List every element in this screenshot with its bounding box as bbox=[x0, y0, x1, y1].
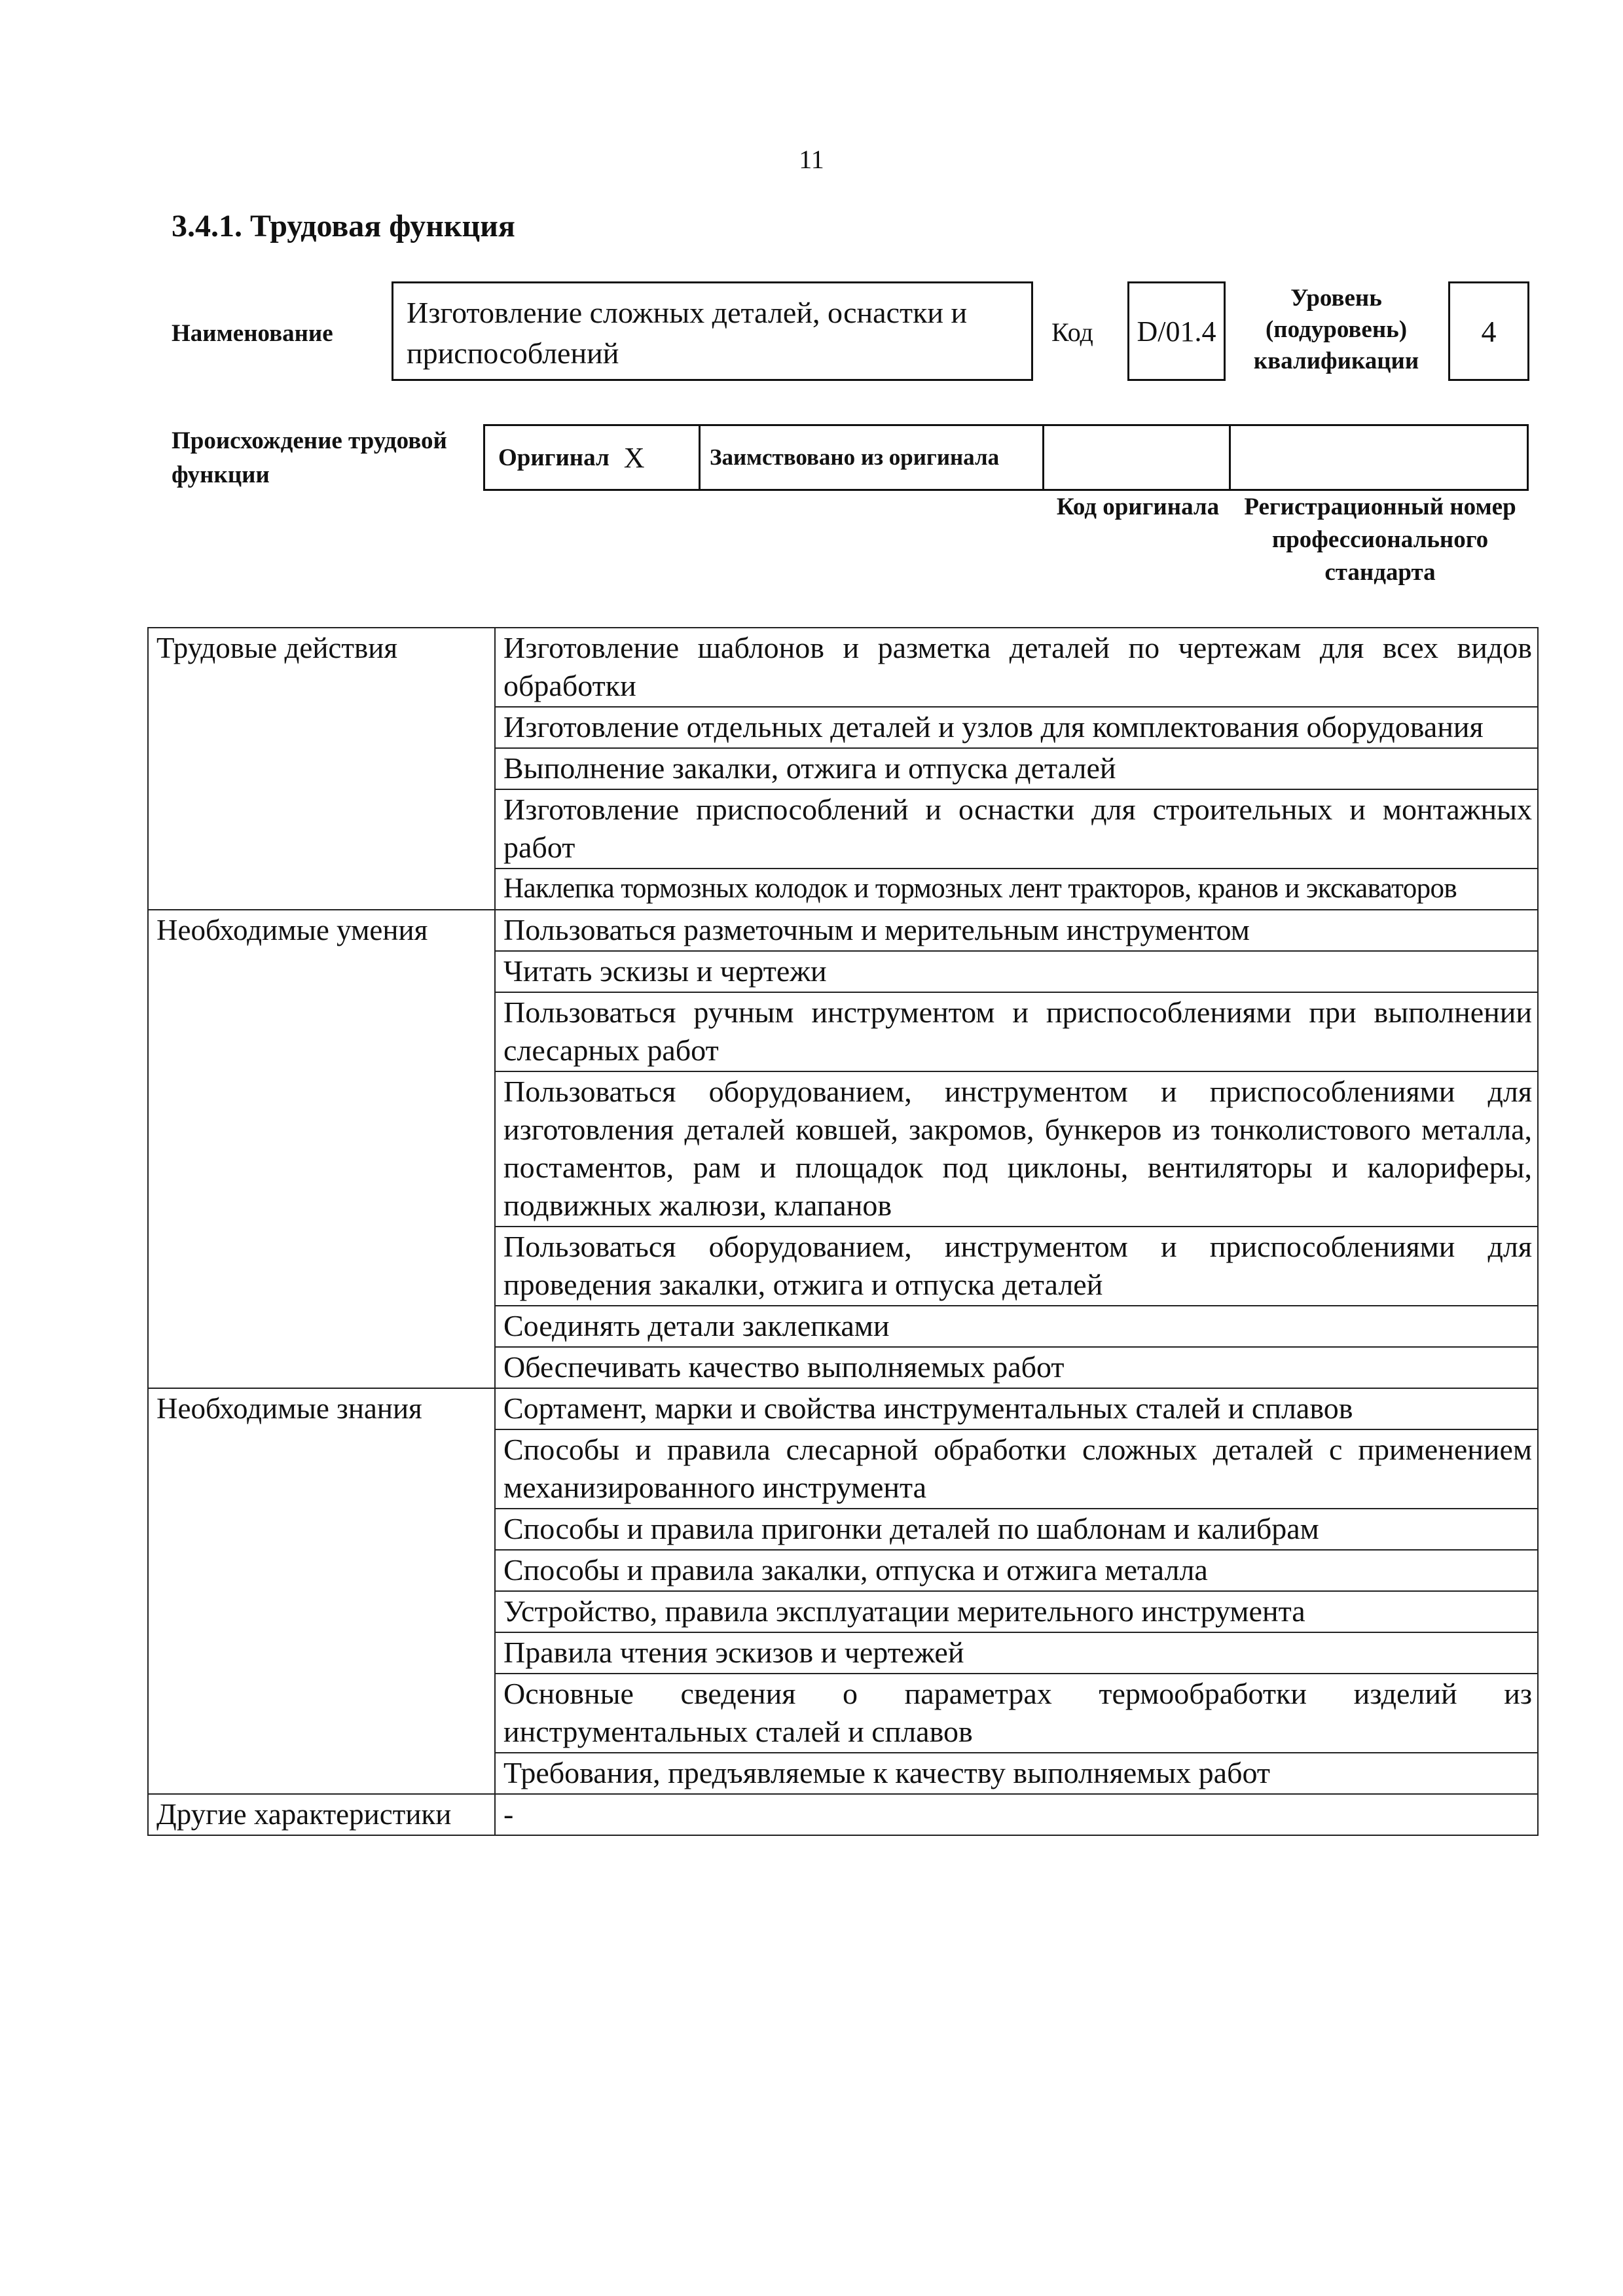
section-title: 3.4.1. Трудовая функция bbox=[172, 209, 515, 243]
table-row bbox=[148, 1388, 1538, 1429]
name-value: Изготовление сложных деталей, оснастки и приспособлений bbox=[392, 281, 1033, 381]
category-other: Другие характеристики bbox=[148, 1794, 495, 1835]
category-knowledge: Необходимые знания bbox=[148, 1388, 495, 1794]
list-item: Способы и правила пригонки деталей по шаблонам и калибрам bbox=[495, 1509, 1538, 1550]
list-item: Изготовление приспособлений и оснастки для строительных и монтажных работ bbox=[495, 789, 1538, 869]
origin-original-cell bbox=[483, 424, 701, 491]
origin-reg-caption: Регистрационный номер профессионального стандарта bbox=[1244, 493, 1516, 586]
list-item: Выполнение закалки, отжига и отпуска деталей bbox=[495, 748, 1538, 789]
code-label: Код bbox=[1051, 317, 1093, 347]
list-item: Пользоваться ручным инструментом и приспособлениями при выполнении слесарных работ bbox=[495, 992, 1538, 1071]
list-item: Требования, предъявляемые к качеству выполняемых работ bbox=[495, 1753, 1538, 1794]
list-item: Изготовление отдельных деталей и узлов для комплектования оборудования bbox=[495, 707, 1538, 748]
list-item: Изготовление шаблонов и разметка деталей по чертежам для всех видов обработки bbox=[495, 628, 1538, 707]
origin-code-cell bbox=[1042, 424, 1231, 491]
original-mark: X bbox=[623, 441, 645, 474]
table-row bbox=[148, 910, 1538, 951]
level-value: 4 bbox=[1448, 281, 1529, 381]
origin-borrowed-cell bbox=[699, 424, 1044, 491]
list-item: Читать эскизы и чертежи bbox=[495, 951, 1538, 992]
table-row bbox=[148, 628, 1538, 707]
original-label: Оригинал bbox=[498, 444, 610, 471]
origin-code-caption: Код оригинала bbox=[1056, 493, 1220, 520]
name-label: Наименование bbox=[172, 320, 333, 347]
origin-label: Происхождение трудовой функции bbox=[172, 427, 447, 488]
origin-reg-cell bbox=[1229, 424, 1529, 491]
list-item: Устройство, правила эксплуатации мерительного инструмента bbox=[495, 1591, 1538, 1632]
list-item: Пользоваться разметочным и мерительным инструментом bbox=[495, 910, 1538, 951]
list-item: Способы и правила слесарной обработки сложных деталей с применением механизированного инструмента bbox=[495, 1429, 1538, 1509]
table-row bbox=[148, 1794, 1538, 1835]
list-item: Правила чтения эскизов и чертежей bbox=[495, 1632, 1538, 1674]
borrowed-label: Заимствовано из оригинала bbox=[710, 444, 1000, 470]
category-labor-actions: Трудовые действия bbox=[148, 628, 495, 910]
category-skills: Необходимые умения bbox=[148, 910, 495, 1388]
list-item: Основные сведения о параметрах термообработки изделий из инструментальных сталей и сплавов bbox=[495, 1674, 1538, 1753]
page-number: 11 bbox=[799, 145, 824, 174]
list-item: Способы и правила закалки, отпуска и отжига металла bbox=[495, 1550, 1538, 1591]
function-details-table bbox=[147, 627, 1539, 1836]
code-value: D/01.4 bbox=[1127, 281, 1226, 381]
list-item: Обеспечивать качество выполняемых работ bbox=[495, 1347, 1538, 1388]
level-label: Уровень (подуровень) квалификации bbox=[1253, 285, 1419, 374]
list-item: Сортамент, марки и свойства инструментальных сталей и сплавов bbox=[495, 1388, 1538, 1429]
list-item: Пользоваться оборудованием, инструментом и приспособлениями для изготовления деталей ковшей, закромов, бункеров из тонколистового металла, постаментов, рам и площадок под циклоны, вентиляторы и калориферы, подвижных жалюзи, клапанов bbox=[495, 1071, 1538, 1227]
list-item: - bbox=[495, 1794, 1538, 1835]
list-item: Пользоваться оборудованием, инструментом и приспособлениями для проведения закалки, отжига и отпуска деталей bbox=[495, 1227, 1538, 1306]
list-item: Наклепка тормозных колодок и тормозных лент тракторов, кранов и экскаваторов bbox=[495, 869, 1538, 910]
list-item: Соединять детали заклепками bbox=[495, 1306, 1538, 1347]
